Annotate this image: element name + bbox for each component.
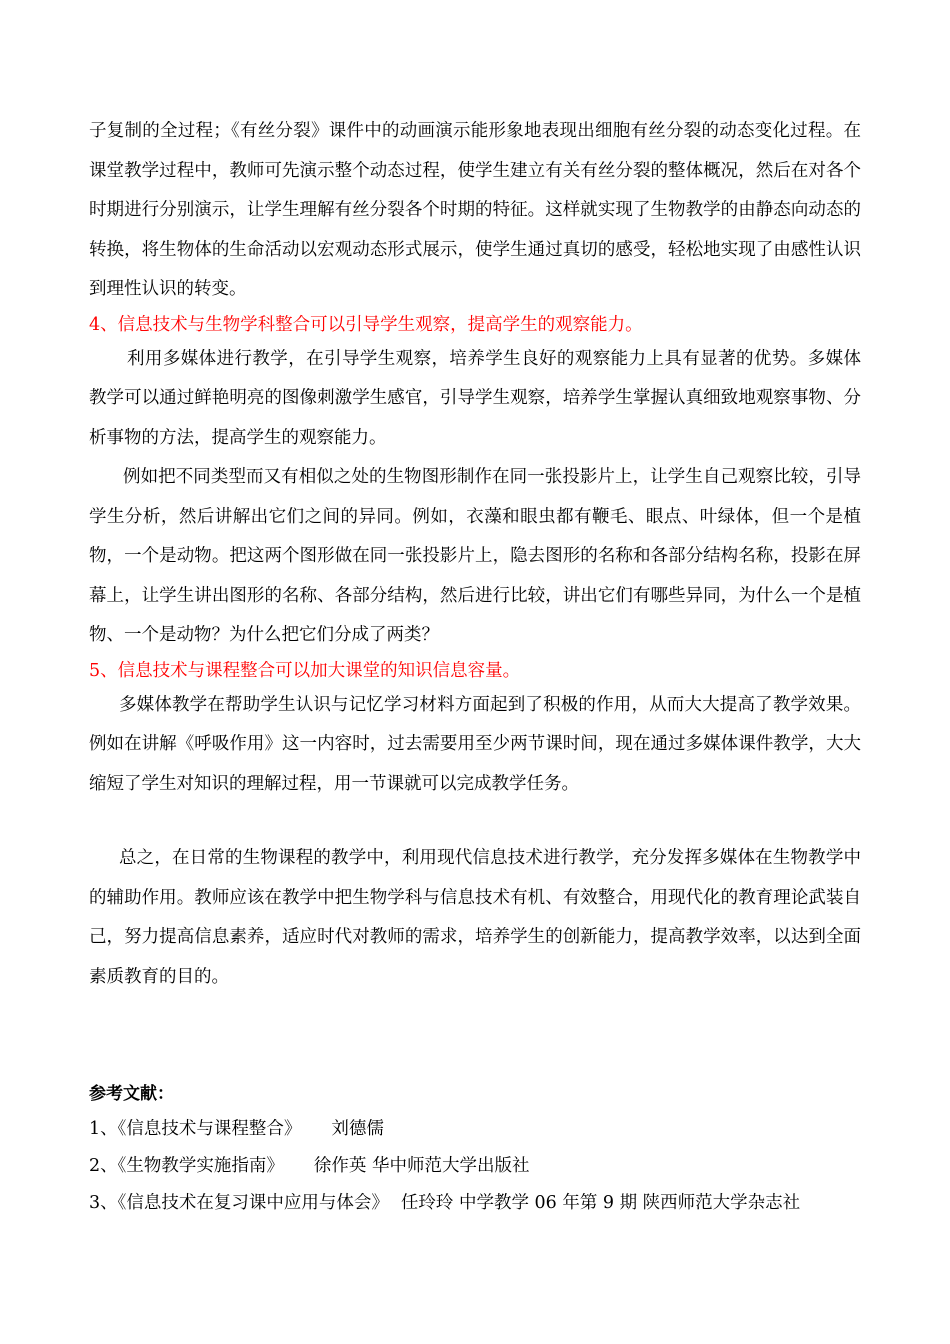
section-heading-4: 4、信息技术与生物学科整合可以引导学生观察，提高学生的观察能力。 (89, 314, 643, 335)
reference-author: 任玲玲 中学教学 06 年第 9 期 陕西师范大学杂志社 (400, 1193, 801, 1213)
section-heading-5: 5、信息技术与课程整合可以加大课堂的知识信息容量。 (89, 660, 521, 681)
reference-item-2 (89, 1148, 861, 1185)
document-page (89, 112, 861, 1222)
reference-number: 3、 (89, 1193, 118, 1213)
paragraph-multimedia-observation: 利用多媒体进行教学，在引导学生观察，培养学生良好的观察能力上具有显著的优势。多媒体教学可以通过鲜艳明亮的图像刺激学生感官，引导学生观察，培养学生掌握认真细致地观察事物、分析事物的方法，提高学生的观察能力。 (89, 348, 861, 448)
reference-item-3 (89, 1185, 861, 1222)
reference-book-title: 《信息技术在复习课中应用与体会》 (117, 1193, 389, 1213)
reference-number: 1、 (89, 1119, 118, 1139)
reference-number: 2、 (89, 1156, 118, 1176)
reference-author: 刘德儒 (331, 1119, 384, 1139)
reference-book-title: 《信息技术与课程整合》 (117, 1119, 302, 1139)
blank-line (89, 804, 861, 839)
references-title: 参考文献： (89, 1084, 174, 1104)
reference-book-title: 《生物教学实施指南》 (117, 1156, 284, 1176)
reference-item-1 (89, 1111, 861, 1148)
paragraph-conclusion: 总之，在日常的生物课程的教学中，利用现代信息技术进行教学，充分发挥多媒体在生物教学中的辅助作用。教师应该在教学中把生物学科与信息技术有机、有效整合，用现代化的教育理论武装自己，努力提高信息素养，适应时代对教师的需求，培养学生的创新能力，提高教学效率，以达到全面素质教育的目的。 (89, 848, 861, 987)
paragraph-mitosis-process: 子复制的全过程；《有丝分裂》课件中的动画演示能形象地表现出细胞有丝分裂的动态变化过程。在课堂教学过程中，教师可先演示整个动态过程，使学生建立有关有丝分裂的整体概况，然后在对各个时期进行分别演示，让学生理解有丝分裂各个时期的特征。这样就实现了生物教学的由静态向动态的转换，将生物体的生命活动以宏观动态形式展示，使学生通过真切的感受，轻松地实现了由感性认识到理性认识的转变。 (89, 121, 861, 299)
paragraph-information-capacity: 多媒体教学在帮助学生认识与记忆学习材料方面起到了积极的作用，从而大大提高了教学效果。例如在讲解《呼吸作用》这一内容时，过去需要用至少两节课时间，现在通过多媒体课件教学，大大缩短了学生对知识的理解过程，用一节课就可以完成教学任务。 (89, 694, 861, 794)
blank-space (89, 997, 861, 1077)
reference-author: 徐作英 华中师范大学出版社 (313, 1156, 530, 1176)
paragraph-example-comparison: 例如把不同类型而又有相似之处的生物图形制作在同一张投影片上，让学生自己观察比较，引导学生分析，然后讲解出它们之间的异同。例如，衣藻和眼虫都有鞭毛、眼点、叶绿体，但一个是植物，一个是动物。把这两个图形做在同一张投影片上，隐去图形的名称和各部分结构名称，投影在屏幕上，让学生讲出图形的名称、各部分结构，然后进行比较，讲出它们有哪些异同，为什么一个是植物、一个是动物？为什么把它们分成了两类？ (89, 467, 861, 645)
